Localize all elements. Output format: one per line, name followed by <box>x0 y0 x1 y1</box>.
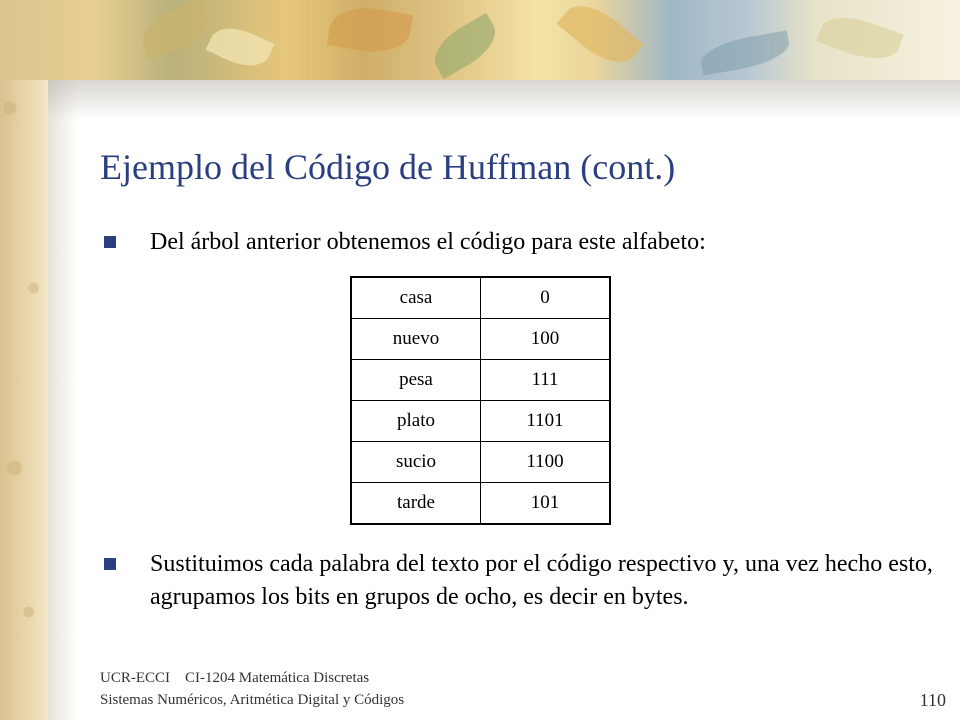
code-cell: 101 <box>481 483 611 525</box>
word-cell: plato <box>351 401 481 442</box>
bullet-item <box>104 548 934 614</box>
square-bullet-icon <box>104 236 116 248</box>
leaf-decoration <box>206 19 275 75</box>
huffman-code-table <box>350 276 611 525</box>
word-cell: nuevo <box>351 319 481 360</box>
footer-course: UCR-ECCI CI-1204 Matemática Discretas <box>100 670 370 686</box>
word-cell: sucio <box>351 442 481 483</box>
page-number: 110 <box>919 690 946 710</box>
word-cell: tarde <box>351 483 481 525</box>
table-row <box>351 483 610 525</box>
leaf-decoration <box>816 7 903 68</box>
code-cell: 100 <box>481 319 611 360</box>
bullet-item <box>104 226 904 259</box>
code-cell: 111 <box>481 360 611 401</box>
word-cell: pesa <box>351 360 481 401</box>
bullet-text: Sustituimos cada palabra del texto por el código respectivo y, una vez hecho esto, agrupamos los bits en grupos de ocho, es decir en bytes. <box>150 551 933 610</box>
decorative-banner <box>0 0 960 80</box>
table-row <box>351 319 610 360</box>
leaf-decoration <box>327 1 413 58</box>
footer-topic: Sistemas Numéricos, Aritmética Digital y Códigos <box>100 692 405 708</box>
leaf-decoration <box>698 30 792 75</box>
bullet-text: Del árbol anterior obtenemos el código para este alfabeto: <box>150 229 706 255</box>
leaf-decoration <box>135 0 214 61</box>
table-row <box>351 277 610 319</box>
table-row <box>351 442 610 483</box>
table-row <box>351 401 610 442</box>
leaf-decoration <box>557 0 644 75</box>
square-bullet-icon <box>104 558 116 570</box>
parchment-strip <box>0 0 48 720</box>
code-cell: 0 <box>481 277 611 319</box>
code-cell: 1100 <box>481 442 611 483</box>
strip-shadow <box>48 80 78 720</box>
word-cell: casa <box>351 277 481 319</box>
slide-title: Ejemplo del Código de Huffman (cont.) <box>100 147 676 187</box>
table-row <box>351 360 610 401</box>
leaf-decoration <box>426 13 505 79</box>
code-cell: 1101 <box>481 401 611 442</box>
banner-shadow <box>48 80 960 120</box>
